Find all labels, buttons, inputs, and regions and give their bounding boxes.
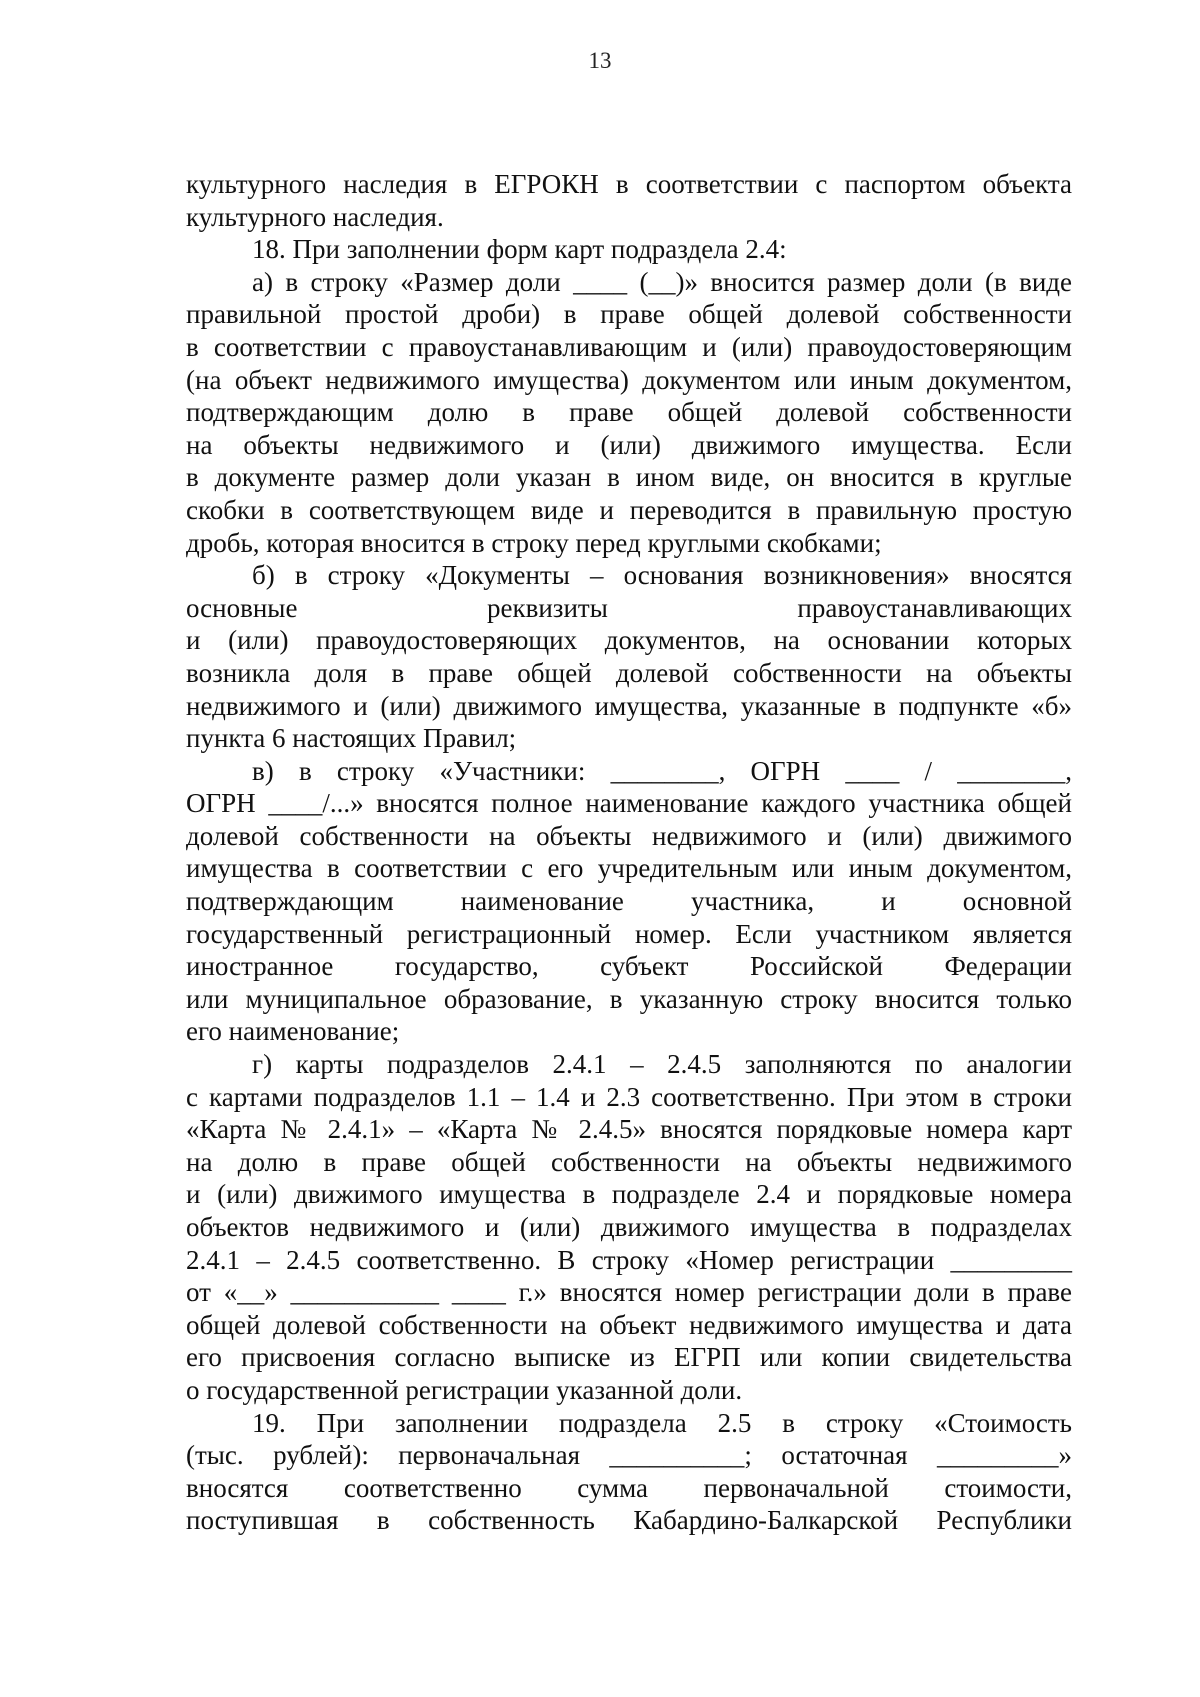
text-line: в соответствии с правоустанавливающим и (или) правоудостоверяющим [186, 331, 1072, 362]
text-line: г) карты подразделов 2.4.1 – 2.4.5 заполняются по аналогии [252, 1049, 1072, 1080]
text-line: или муниципальное образование, в указанную строку вносится только [186, 983, 1072, 1014]
text-line: ОГРН ____/...» вносятся полное наименование каждого участника общей [186, 788, 1072, 819]
text-line: его наименование; [186, 1016, 400, 1047]
text-line: подтверждающим наименование участника, и основной [186, 886, 1072, 917]
text-line: и (или) правоудостоверяющих документов, на основании которых [186, 625, 1072, 656]
text-line: 2.4.1 – 2.4.5 соответственно. В строку «Номер регистрации _________ [186, 1244, 1072, 1275]
text-line: основные реквизиты правоустанавливающих [186, 592, 1072, 623]
text-line: в документе размер доли указан в ином виде, он вносится в круглые [186, 462, 1072, 493]
text-line: государственный регистрационный номер. Если участником является [186, 918, 1072, 949]
text-line: пункта 6 настоящих Правил; [186, 723, 517, 754]
text-line: недвижимого и (или) движимого имущества, указанные в подпункте «б» [186, 690, 1072, 721]
text-line: правильной простой дроби) в праве общей долевой собственности [186, 299, 1072, 330]
text-line: долевой собственности на объекты недвижимого и (или) движимого [186, 820, 1072, 851]
text-line: (тыс. рублей): первоначальная __________; остаточная _________» [186, 1440, 1072, 1471]
text-line: 18. При заполнении форм карт подраздела 2.4: [252, 234, 787, 265]
text-line: а) в строку «Размер доли ____ (__)» вносится размер доли (в виде [252, 266, 1072, 297]
text-line: вносятся соответственно сумма первоначальной стоимости, [186, 1472, 1072, 1503]
text-line: о государственной регистрации указанной доли. [186, 1374, 743, 1405]
text-line: объектов недвижимого и (или) движимого имущества в подразделах [186, 1212, 1072, 1242]
text-line: дробь, которая вносится в строку перед круглыми скобками; [186, 527, 882, 558]
text-line: общей долевой собственности на объект недвижимого имущества и дата [186, 1309, 1072, 1340]
text-line: имущества в соответствии с его учредительным или иным документом, [186, 853, 1072, 884]
text-line: в) в строку «Участники: ________, ОГРН ____ / ________, [252, 755, 1072, 786]
text-line: б) в строку «Документы – основания возникновения» вносятся [252, 560, 1072, 591]
text-line: на долю в праве общей собственности на объекты недвижимого [186, 1146, 1072, 1177]
page-number: 13 [588, 48, 612, 73]
text-line: культурного наследия в ЕГРОКН в соответствии с паспортом объекта [186, 169, 1072, 199]
text-line: его присвоения согласно выписке из ЕГРП или копии свидетельства [186, 1342, 1072, 1373]
text-line: (на объект недвижимого имущества) документом или иным документом, [186, 364, 1072, 395]
text-line: «Карта № 2.4.1» – «Карта № 2.4.5» вносятся порядковые номера карт [186, 1114, 1072, 1145]
document-body [186, 168, 1072, 1537]
text-line: с картами подразделов 1.1 – 1.4 и 2.3 соответственно. При этом в строки [186, 1081, 1072, 1112]
text-line: от «__» ___________ ____ г.» вносятся номер регистрации доли в праве [186, 1277, 1072, 1308]
text-line: 19. При заполнении подраздела 2.5 в строку «Стоимость [252, 1407, 1072, 1438]
text-line: поступившая в собственность Кабардино-Балкарской Республики [186, 1505, 1072, 1536]
text-line: подтверждающим долю в праве общей долевой собственности [186, 397, 1072, 428]
text-line: на объекты недвижимого и (или) движимого имущества. Если [186, 429, 1072, 460]
text-line: скобки в соответствующем виде и переводится в правильную простую [186, 494, 1072, 525]
text-line: иностранное государство, субъект Российской Федерации [186, 951, 1072, 982]
text-line: культурного наследия. [186, 201, 444, 232]
text-line: и (или) движимого имущества в подразделе 2.4 и порядковые номера [186, 1179, 1072, 1210]
text-line: возникла доля в праве общей долевой собственности на объекты [186, 657, 1072, 688]
